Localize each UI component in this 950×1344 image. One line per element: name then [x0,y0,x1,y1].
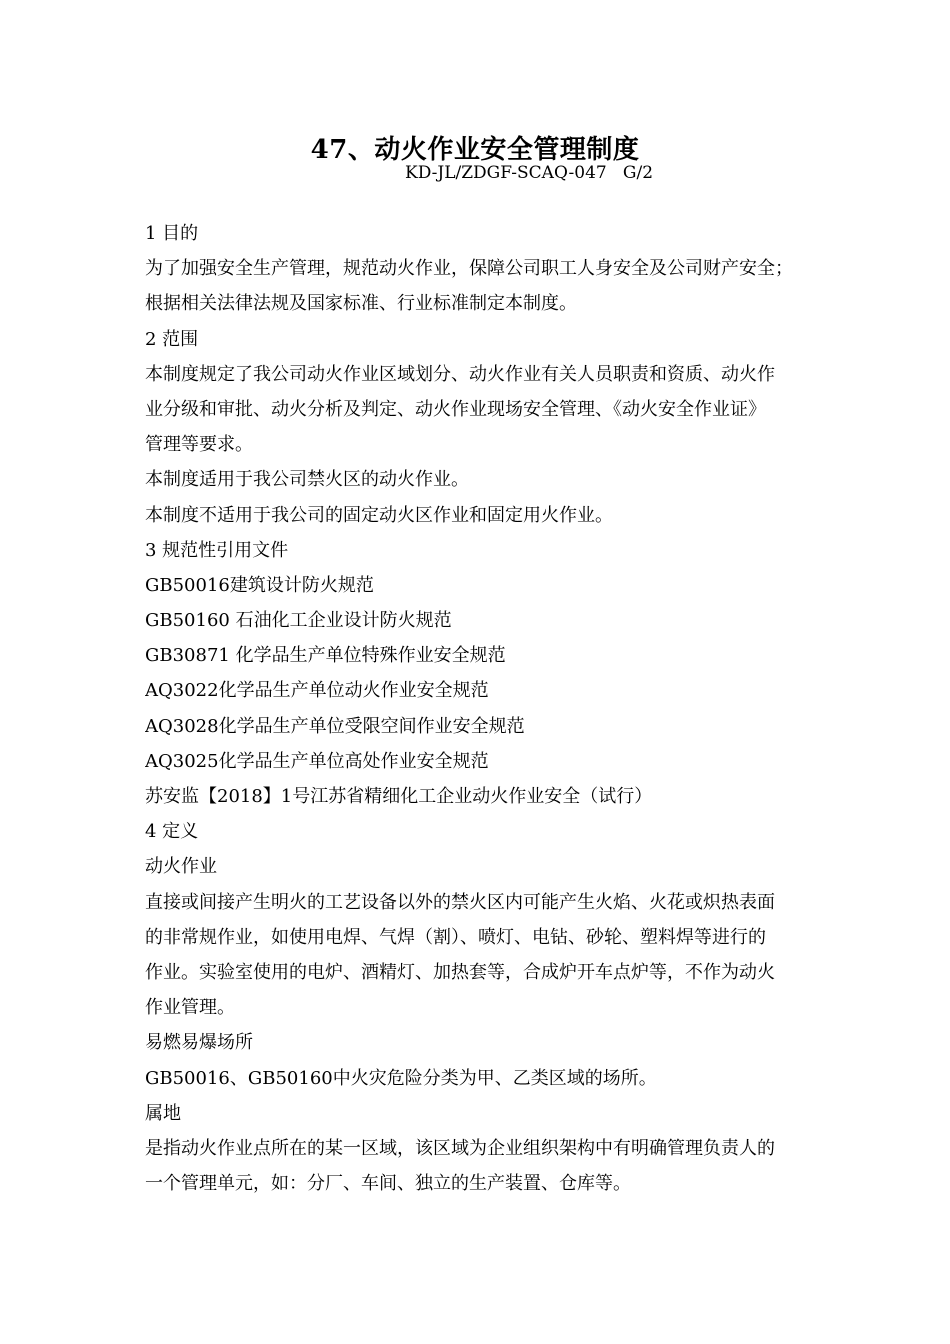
definition-term: 易燃易爆场所 [145,1032,253,1054]
paragraph-line: 本制度规定了我公司动火作业区域划分、动火作业有关人员职责和资质、动火作 [145,363,775,385]
definition-term: 动火作业 [145,856,217,878]
reference-item: AQ3025化学品生产单位高处作业安全规范 [145,750,489,772]
document-title: 47、动火作业安全管理制度 [310,135,640,165]
reference-item: GB50160 石油化工企业设计防火规范 [145,610,452,632]
paragraph-line: 为了加强安全生产管理，规范动火作业，保障公司职工人身安全及公司财产安全； [145,258,793,280]
section-heading-definitions: 4 定义 [145,821,199,843]
section-heading-scope: 2 范围 [145,328,199,350]
paragraph-line: 一个管理单元，如：分厂、车间、独立的生产装置、仓库等。 [145,1173,631,1195]
document-code: KD-JL/ZDGF-SCAQ-047 G/2 [405,163,654,183]
definition-term: 属地 [145,1102,181,1124]
paragraph-line: 本制度不适用于我公司的固定动火区作业和固定用火作业。 [145,504,613,526]
paragraph-line: 直接或间接产生明火的工艺设备以外的禁火区内可能产生火焰、火花或炽热表面 [145,891,775,913]
reference-item: GB50016建筑设计防火规范 [145,574,374,596]
reference-item: AQ3022化学品生产单位动火作业安全规范 [145,680,489,702]
paragraph-line: 是指动火作业点所在的某一区域，该区域为企业组织架构中有明确管理负责人的 [145,1137,775,1159]
paragraph-line: 作业管理。 [145,997,235,1019]
reference-item: GB30871 化学品生产单位特殊作业安全规范 [145,645,506,667]
paragraph-line: 的非常规作业，如使用电焊、气焊（割）、喷灯、电钻、砂轮、塑料焊等进行的 [145,926,766,948]
paragraph-line: 业分级和审批、动火分析及判定、动火作业现场安全管理、《动火安全作业证》 [145,398,766,420]
paragraph-line: 作业。实验室使用的电炉、酒精灯、加热套等，合成炉开车点炉等，不作为动火 [145,961,775,983]
section-heading-purpose: 1 目的 [145,223,199,244]
paragraph-line: 根据相关法律法规及国家标准、行业标准制定本制度。 [145,293,577,315]
paragraph-line: 管理等要求。 [145,434,253,456]
reference-item: 苏安监【2018】1号江苏省精细化工企业动火作业安全（试行） [145,786,653,807]
paragraph-line: 本制度适用于我公司禁火区的动火作业。 [145,469,469,491]
paragraph-line: GB50016、GB50160中火灾危险分类为甲、乙类区域的场所。 [145,1067,657,1089]
document-body [145,216,825,1201]
section-heading-references: 3 规范性引用文件 [145,539,289,561]
reference-item: AQ3028化学品生产单位受限空间作业安全规范 [145,715,525,737]
